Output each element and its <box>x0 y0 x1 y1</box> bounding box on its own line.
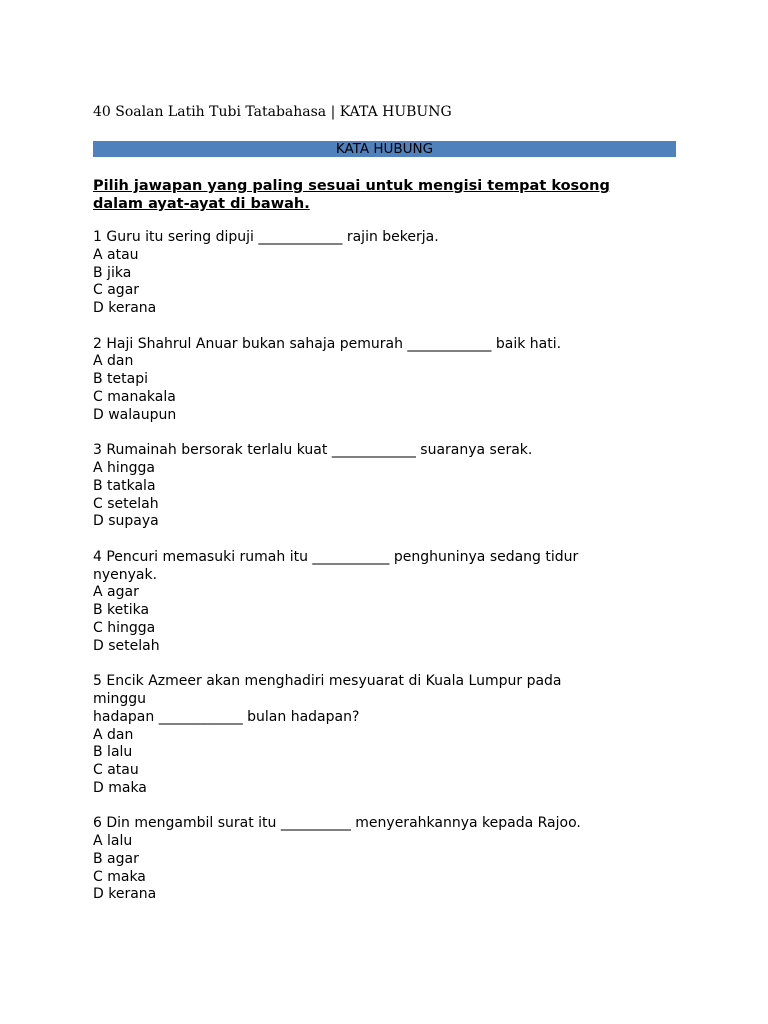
answer-option: A hingga <box>93 459 156 476</box>
answer-option: B tetapi <box>93 371 149 388</box>
answer-option: D setelah <box>93 637 160 654</box>
answer-option: C atau <box>93 762 139 779</box>
question-4 <box>93 549 693 656</box>
answer-option: A dan <box>93 353 134 370</box>
answer-option: B ketika <box>93 602 150 619</box>
instruction <box>93 177 673 213</box>
question-text: 5 Encik Azmeer akan menghadiri mesyuarat di Kuala Lumpur pada <box>93 673 562 690</box>
question-2 <box>93 336 693 425</box>
section-heading: KATA HUBUNG <box>93 141 676 157</box>
question-text: 6 Din mengambil surat itu __________ menyerahkannya kepada Rajoo. <box>93 815 581 832</box>
answer-option: C setelah <box>93 495 159 512</box>
answer-option: C maka <box>93 868 146 885</box>
answer-option: D kerana <box>93 886 157 903</box>
answer-option: A lalu <box>93 833 133 850</box>
question-text: nyenyak. <box>93 566 158 583</box>
question-text: 4 Pencuri memasuki rumah itu ___________ penghuninya sedang tidur <box>93 548 579 565</box>
answer-option: A atau <box>93 246 139 263</box>
answer-option: B jika <box>93 264 132 281</box>
answer-option: D walaupun <box>93 406 177 423</box>
answer-option: A agar <box>93 584 139 601</box>
answer-option: B tatkala <box>93 477 156 494</box>
question-list <box>93 229 693 922</box>
answer-option: D maka <box>93 779 147 796</box>
question-text: 1 Guru itu sering dipuji ____________ rajin bekerja. <box>93 229 439 245</box>
question-text: minggu <box>93 690 147 707</box>
question-3 <box>93 442 693 531</box>
answer-option: C hingga <box>93 619 156 636</box>
answer-option: D kerana <box>93 300 157 317</box>
instruction-line: dalam ayat-ayat di bawah. <box>93 196 310 212</box>
answer-option: B lalu <box>93 744 133 761</box>
question-text: 2 Haji Shahrul Anuar bukan sahaja pemurah ____________ baik hati. <box>93 335 562 352</box>
question-5 <box>93 673 693 798</box>
question-text: hadapan ____________ bulan hadapan? <box>93 708 360 725</box>
question-text: 3 Rumainah bersorak terlalu kuat ____________ suaranya serak. <box>93 442 533 459</box>
document-title: 40 Soalan Latih Tubi Tatabahasa | KATA HUBUNG <box>93 104 452 120</box>
answer-option: D supaya <box>93 513 159 530</box>
question-1 <box>93 229 693 318</box>
answer-option: C agar <box>93 282 140 299</box>
answer-option: C manakala <box>93 388 176 405</box>
answer-option: B agar <box>93 850 139 867</box>
question-6 <box>93 815 693 904</box>
instruction-line: Pilih jawapan yang paling sesuai untuk mengisi tempat kosong <box>93 178 610 194</box>
answer-option: A dan <box>93 726 134 743</box>
